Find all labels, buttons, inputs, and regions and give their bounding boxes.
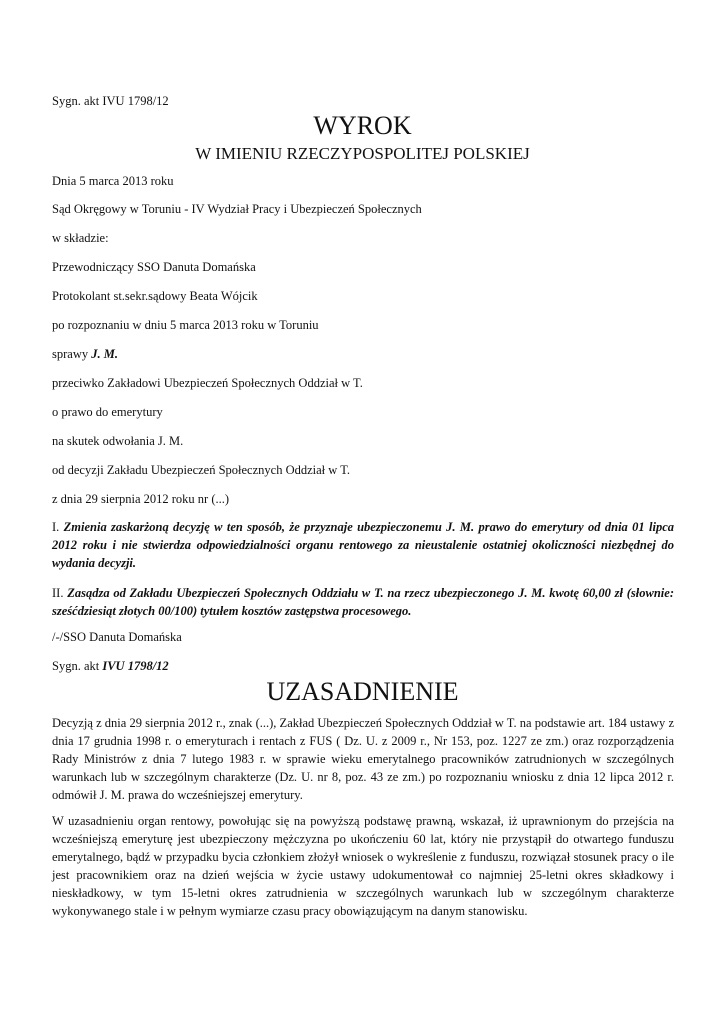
- composition-line: w składzie:: [52, 231, 109, 245]
- verdict-point-2-number: II.: [52, 586, 68, 600]
- document-subtitle: W IMIENIU RZECZYPOSPOLITEJ POLSKIEJ: [195, 144, 530, 163]
- verdict-point-2: [52, 584, 674, 620]
- verdict-point-1: [52, 518, 674, 572]
- verdict-point-2-text: Zasądza od Zakładu Ubezpieczeń Społecznych Oddziału w T. na rzecz ubezpieczonego J. M. kwotę 60,00 zł (słownie: sześćdziesiąt złotych 00/100) tytułem kosztów zastępstwa procesowego.: [52, 586, 674, 618]
- justification-title: UZASADNIENIE: [266, 677, 459, 706]
- against-line: przeciwko Zakładowi Ubezpieczeń Społecznych Oddział w T.: [52, 376, 363, 390]
- case-line: [52, 346, 118, 362]
- case-party: J. M.: [91, 347, 118, 361]
- chair-line: Przewodniczący SSO Danuta Domańska: [52, 260, 256, 274]
- document-title: WYROK: [313, 111, 412, 140]
- court-line: Sąd Okręgowy w Toruniu - IV Wydział Pracy i Ubezpieczeń Społecznych: [52, 202, 422, 216]
- decision-date-line: z dnia 29 sierpnia 2012 roku nr (...): [52, 492, 230, 506]
- clerk-line: Protokolant st.sekr.sądowy Beata Wójcik: [52, 289, 258, 303]
- justification-paragraph-2: W uzasadnieniu organ rentowy, powołując się na powyższą podstawę prawną, wskazał, iż uprawnionym do przejścia na wcześniejszą emeryturę jest ubezpieczony mężczyzna po ukończeniu 60 lat, który nie przystąpił do otwartego funduszu emerytalnego, bądź w przypadku bycia członkiem złożył wniosek o wykreślenie z funduszu, rozwiązał stosunek pracy o ile jest pracownikiem oraz na dzień wejścia w życie ustawy udokumentował co najmniej 25-letni okres składkowy i nieskładkowy, w tym 15-letni okres zatrudnienia w szczególnych warunkach lub w szczególnym charakterze wykonywanego stale i w pełnym wymiarze czasu pracy obowiązującym na danym stanowisku.: [52, 814, 674, 918]
- case-signature-2-prefix: Sygn. akt: [52, 659, 103, 673]
- justification-paragraph-1: Decyzją z dnia 29 sierpnia 2012 r., znak (...), Zakład Ubezpieczeń Społecznych Oddział w T. na podstawie art. 184 ustawy z dnia 17 grudnia 1998 r. o emeryturach i rentach z FUS ( Dz. U. z 2009 r., Nr 153, poz. 1227 ze zm.) oraz rozporządzenia Rady Ministrów z dnia 7 lutego 1983 r. w sprawie wieku emerytalnego pracowników zatrudnionych w szczególnych warunkach lub w szczególnym charakterze (Dz. U. nr 8, poz. 43 ze zm.) po rozpoznaniu wniosku z dnia 12 lipca 2012 r. odmówił J. M. prawa do wcześniejszej emerytury.: [52, 716, 674, 802]
- verdict-point-1-text: Zmienia zaskarżoną decyzję w ten sposób, że przyznaje ubezpieczonemu J. M. prawo do emerytury od dnia 01 lipca 2012 roku i nie stwierdza odpowiedzialności organu rentowego za nieustalenie ostatniej okoliczności niezbędnej do wydania decyzji.: [52, 520, 674, 570]
- verdict-point-1-number: I.: [52, 520, 64, 534]
- decision-from-line: od decyzji Zakładu Ubezpieczeń Społecznych Oddział w T.: [52, 463, 351, 477]
- appeal-line: na skutek odwołania J. M.: [52, 434, 184, 448]
- subject-line: o prawo do emerytury: [52, 405, 163, 419]
- case-signature: Sygn. akt IVU 1798/12: [52, 94, 169, 108]
- case-signature-2: [52, 658, 169, 674]
- hearing-line: po rozpoznaniu w dniu 5 marca 2013 roku w Toruniu: [52, 318, 319, 332]
- signature-line: /-/SSO Danuta Domańska: [52, 630, 182, 644]
- date-line: Dnia 5 marca 2013 roku: [52, 174, 174, 188]
- case-prefix: sprawy: [52, 347, 92, 361]
- case-signature-2-code: IVU 1798/12: [102, 659, 169, 673]
